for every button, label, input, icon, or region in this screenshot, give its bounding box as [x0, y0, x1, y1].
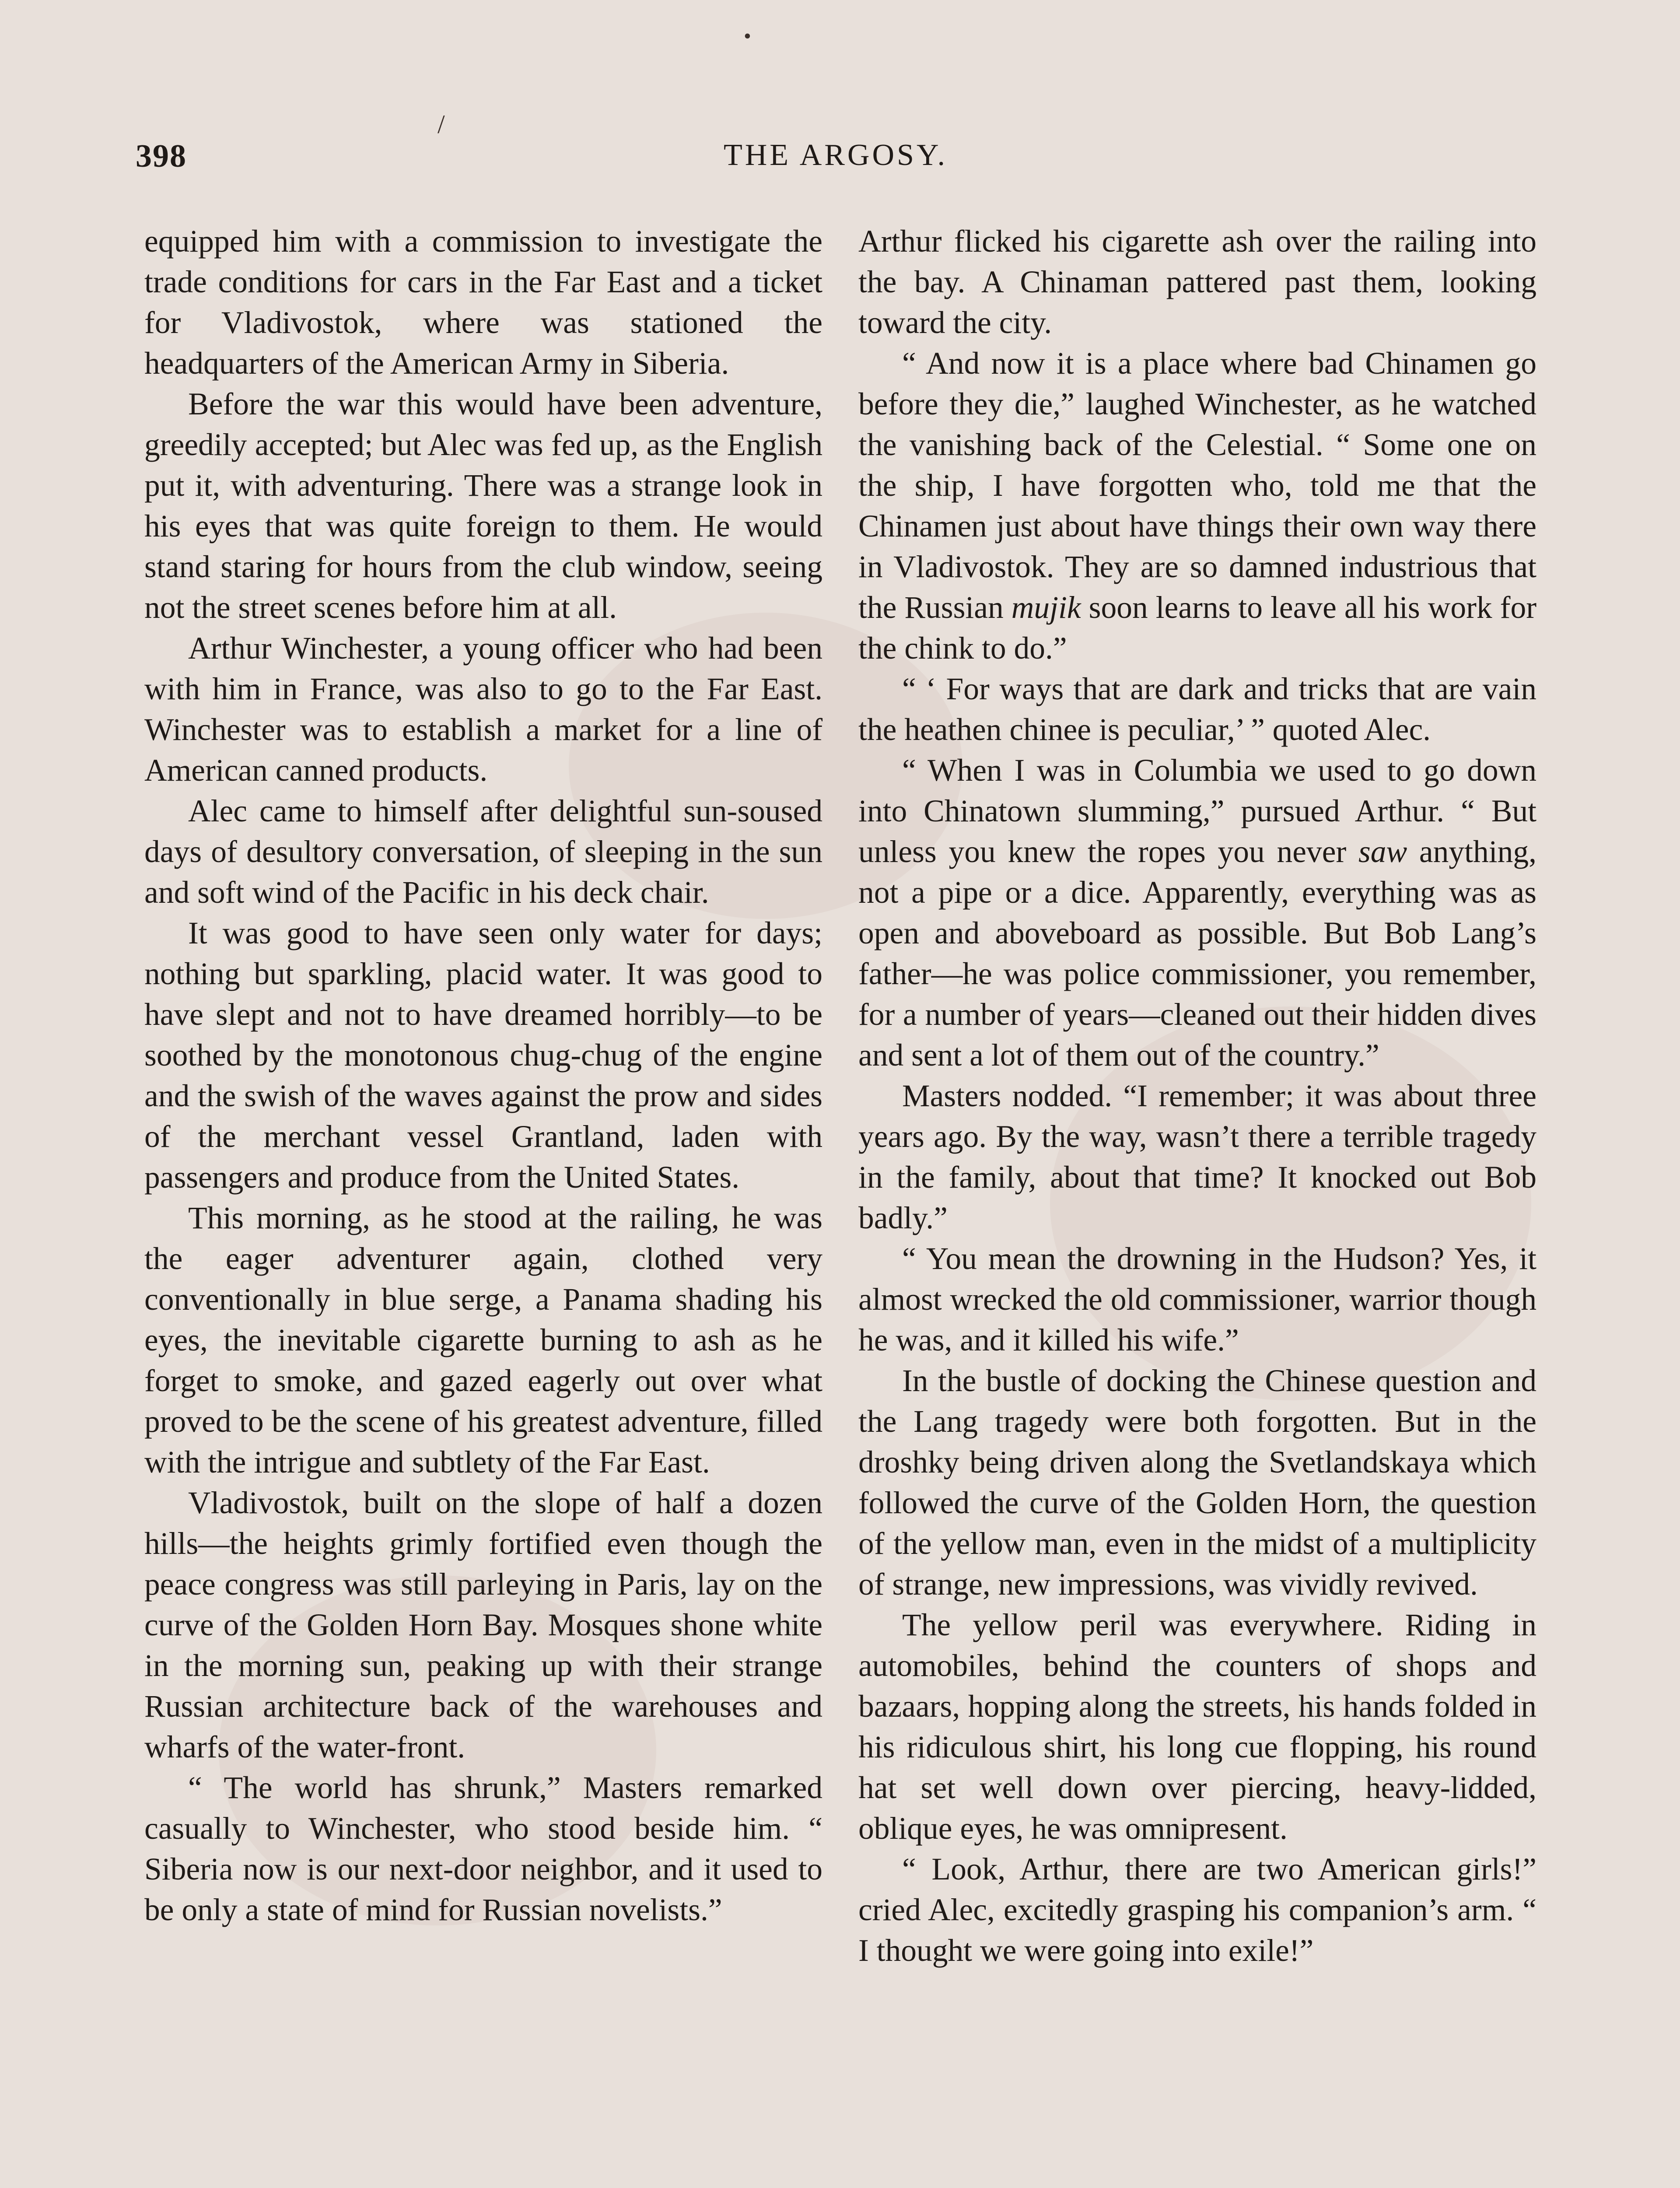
text-column-right [858, 221, 1536, 1971]
paragraph: “ Look, Arthur, there are two American girls!” cried Alec, excitedly grasping his companion’s arm. “ I thought we were going into exile!” [858, 1852, 1536, 1968]
paragraph: In the bustle of docking the Chinese question and the Lang tragedy were both forgotten. But in the droshky being driven along the Svetlandskaya which followed the curve of the Golden Horn, the question of the yellow man, even in the midst of a multiplicity of strange, new impressions, was vividly revived. [858, 1364, 1536, 1602]
text-column-left [144, 221, 822, 1930]
page-number: 398 [136, 138, 187, 174]
paragraph: Masters nodded. “I remember; it was about three years ago. By the way, wasn’t there a terrible tragedy in the family, about that time? It knocked out Bob badly.” [858, 1079, 1536, 1235]
paragraph: Arthur flicked his cigarette ash over the railing into the bay. A Chinaman pattered past them, looking toward the city. [858, 224, 1536, 340]
paragraph: “ ‘ For ways that are dark and tricks that are vain the heathen chinee is peculiar,’ ” quoted Alec. [858, 672, 1536, 747]
paragraph: Alec came to himself after delightful sun-soused days of desultory conversation, of sleeping in the sun and soft wind of the Pacific in his deck chair. [144, 794, 822, 910]
paragraph: Before the war this would have been adventure, greedily accepted; but Alec was fed up, as the English put it, with adventuring. There was a strange look in his eyes that was quite foreign to them. He would stand staring for hours from the club window, seeing not the street scenes before him at all. [144, 387, 822, 625]
paragraph: It was good to have seen only water for days; nothing but sparkling, placid water. It was good to have slept and not to have dreamed horribly—to be soothed by the monotonous chug-chug of the engine and the swish of the waves against the prow and sides of the merchant vessel Grantland, laden with passengers and produce from the United States. [144, 916, 822, 1195]
page-header [136, 138, 1536, 186]
ink-speck: • [744, 25, 751, 48]
paragraph: “ And now it is a place where bad Chinamen go before they die,” laughed Winchester, as he watched the vanishing back of the Celestial. “ Some one on the ship, I have forgotten who, told me that the Chinamen just about have things their own way there in Vladivostok. They are so damned industrious that the Russian mujik soon learns to leave all his work for the chink to do.” [858, 346, 1537, 666]
paragraph: This morning, as he stood at the railing, he was the eager adventurer again, clothed very conventionally in blue serge, a Panama shading his eyes, the inevitable cigarette burning to ash as he forget to smoke, and gazed eagerly out over what proved to be the scene of his greatest adventure, filled with the intrigue and subtlety of the Far East. [144, 1201, 822, 1480]
ink-speck: / [438, 110, 445, 139]
paragraph: Vladivostok, built on the slope of half a dozen hills—the heights grimly fortified even though the peace congress was still parleying in Paris, lay on the curve of the Golden Horn Bay. Mosques shone white in the morning sun, peaking up with their strange Russian architecture back of the warehouses and wharfs of the water-front. [144, 1486, 822, 1764]
paragraph: “ The world has shrunk,” Masters remarked casually to Winchester, who stood beside him. “ Siberia now is our next-door neighbor, and it used to be only a state of mind for Russian novelists.” [144, 1771, 822, 1927]
running-title: THE ARGOSY. [723, 138, 948, 172]
paragraph: Arthur Winchester, a young officer who had been with him in France, was also to go to the Far East. Winchester was to establish a market for a line of American canned products. [144, 631, 822, 788]
paragraph: “ You mean the drowning in the Hudson? Yes, it almost wrecked the old commissioner, warrior though he was, and it killed his wife.” [858, 1241, 1536, 1357]
paragraph: equipped him with a commission to investigate the trade conditions for cars in the Far East and a ticket for Vladivostok, where was stationed the headquarters of the American Army in Siberia. [144, 224, 822, 381]
paragraph: “ When I was in Columbia we used to go down into Chinatown slumming,” pursued Arthur. “ But unless you knew the ropes you never saw anything, not a pipe or a dice. Apparently, everything was as open and aboveboard as possible. But Bob Lang’s father—he was police commissioner, you remember, for a number of years—cleaned out their hidden dives and sent a lot of them out of the country.” [858, 753, 1536, 1073]
paragraph: The yellow peril was everywhere. Riding in automobiles, behind the counters of shops and bazaars, hopping along the streets, his hands folded in his ridiculous shirt, his long cue flopping, his round hat set well down over piercing, heavy-lidded, oblique eyes, he was omnipresent. [858, 1608, 1536, 1846]
